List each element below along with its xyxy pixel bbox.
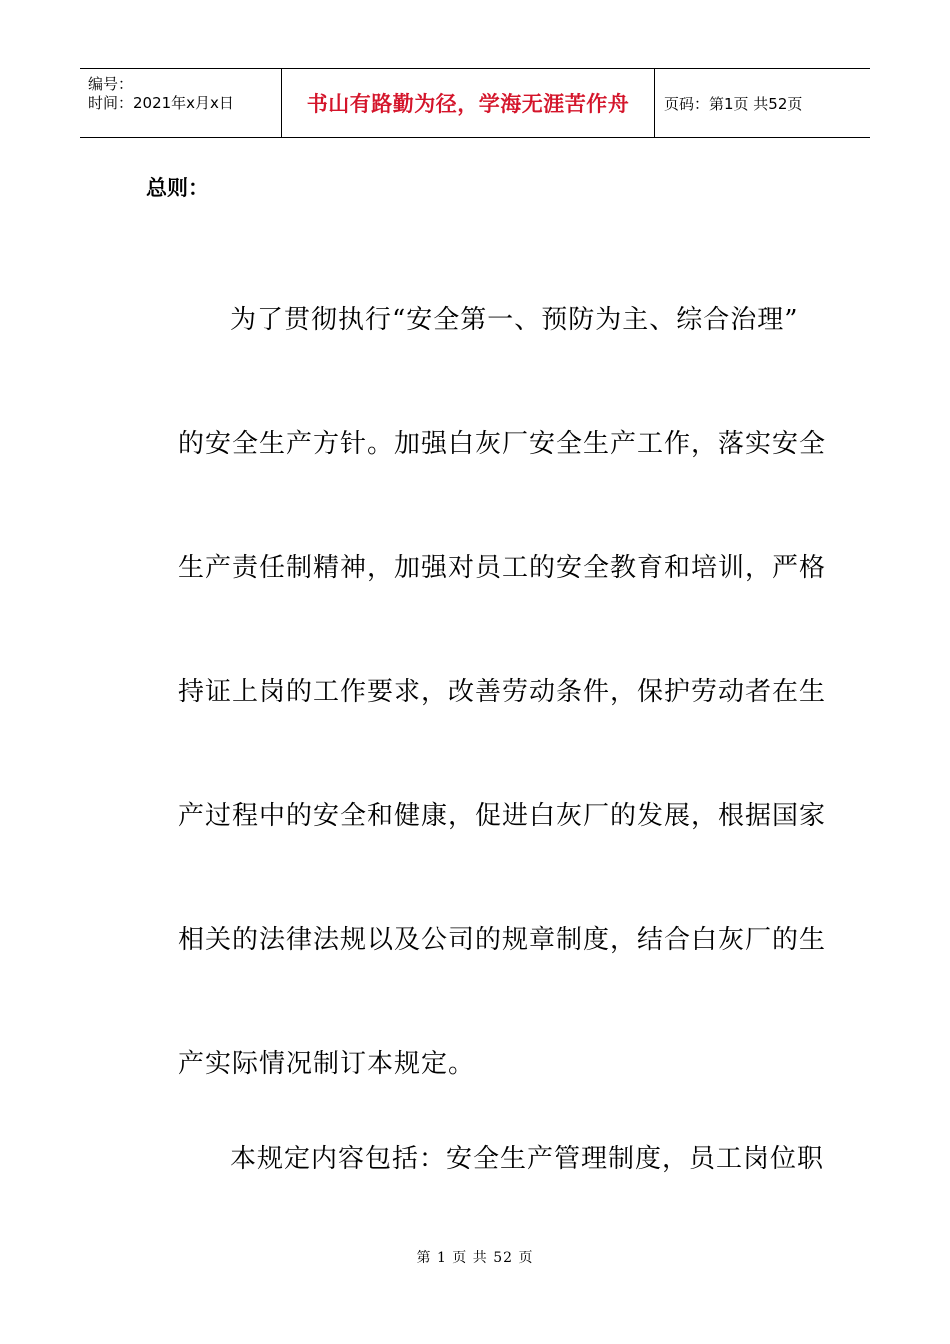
paragraph-line: 为了贯彻执行“安全第一、预防为主、综合治理” xyxy=(230,305,799,335)
section-title: 总则： xyxy=(146,176,209,200)
date-label: 时间：2021年x月x日 xyxy=(88,94,234,112)
page-count-label: 页码：第1页 共52页 xyxy=(664,94,803,113)
motto-text: 书山有路勤为径，学海无涯苦作舟 xyxy=(306,92,630,116)
paragraph-line: 相关的法律法规以及公司的规章制度，结合白灰厂的生 xyxy=(178,925,827,955)
paragraph-line: 生产责任制精神，加强对员工的安全教育和培训，严格 xyxy=(178,553,827,583)
paragraph-line: 的安全生产方针。加强白灰厂安全生产工作，落实安全 xyxy=(178,429,827,459)
header-meta-cell xyxy=(80,69,280,137)
paragraph-line: 本规定内容包括：安全生产管理制度，员工岗位职 xyxy=(230,1144,825,1174)
serial-number-label: 编号： xyxy=(88,75,134,93)
paragraph-line: 产过程中的安全和健康，促进白灰厂的发展，根据国家 xyxy=(178,801,827,831)
paragraph-line: 产实际情况制订本规定。 xyxy=(178,1049,476,1079)
paragraph-line: 持证上岗的工作要求，改善劳动条件，保护劳动者在生 xyxy=(178,677,827,707)
document-header xyxy=(80,68,870,138)
page-footer: 第 1 页 共 52 页 xyxy=(416,1250,534,1266)
header-page-cell xyxy=(662,69,870,137)
header-motto-cell xyxy=(281,69,655,137)
